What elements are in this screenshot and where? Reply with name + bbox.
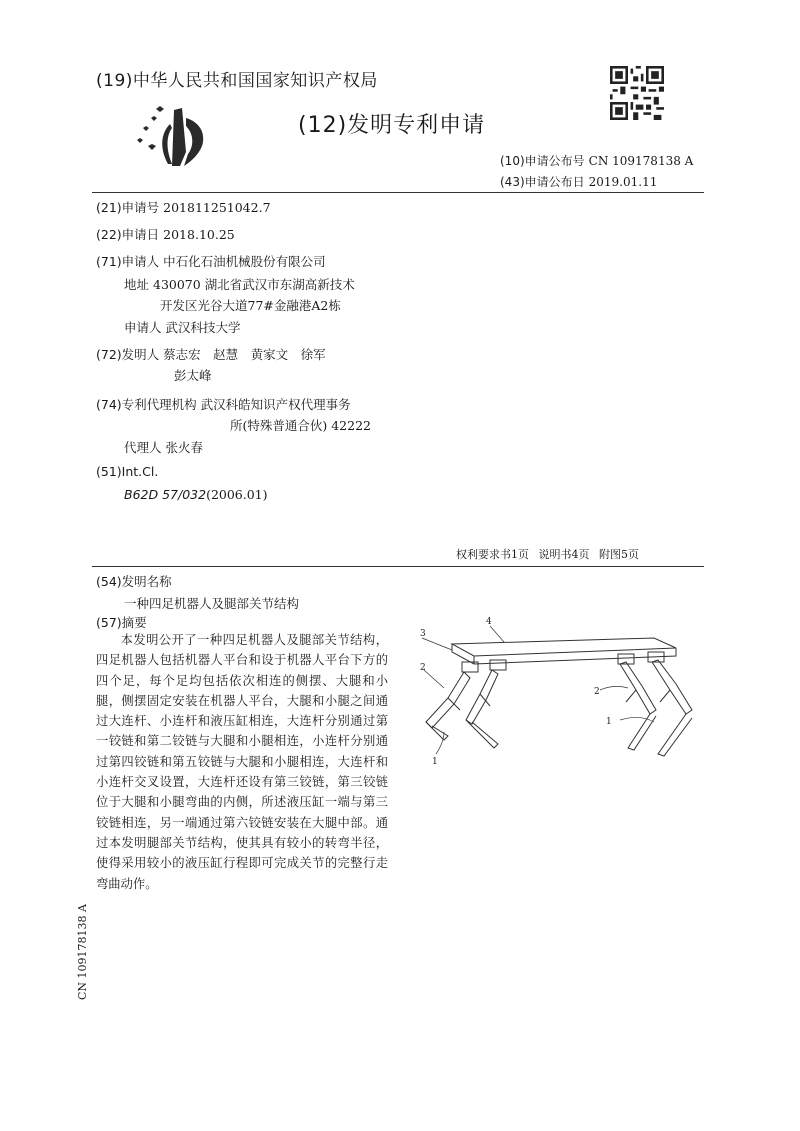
applicant: 中石化石油机械股份有限公司 bbox=[163, 254, 326, 269]
invention-title: 一种四足机器人及腿部关节结构 bbox=[124, 596, 300, 611]
inventors-line-1: 蔡志宏 赵慧 黄家文 徐军 bbox=[163, 347, 326, 362]
applicant-2: 武汉科技大学 bbox=[165, 320, 241, 335]
title-label: (54)发明名称 bbox=[96, 574, 172, 589]
publication-date-label: (43)申请公布日 bbox=[500, 175, 585, 189]
application-date-label: (22)申请日 bbox=[96, 227, 160, 242]
agent-label: 代理人 bbox=[124, 440, 162, 455]
document-type: (12)发明专利申请 bbox=[298, 113, 486, 138]
application-date: 2018.10.25 bbox=[163, 227, 235, 242]
applicant-row bbox=[96, 252, 326, 270]
agency-line-1: 武汉科皓知识产权代理事务 bbox=[200, 397, 351, 412]
publication-date-row bbox=[500, 173, 657, 190]
agency-label: (74)专利代理机构 bbox=[96, 397, 197, 412]
applicant-2-label: 申请人 bbox=[124, 320, 162, 335]
ipc-code: B62D 57/032 bbox=[124, 487, 207, 502]
application-number: 201811251042.7 bbox=[163, 200, 271, 215]
agency-row bbox=[96, 395, 351, 413]
address-line-1: 430070 湖北省武汉市东湖高新技术 bbox=[153, 277, 355, 292]
cnipa-logo-icon bbox=[130, 104, 210, 172]
figure-label: 4 bbox=[486, 617, 492, 627]
figure-label: 1 bbox=[606, 717, 612, 727]
office-name: (19)中华人民共和国国家知识产权局 bbox=[96, 71, 378, 91]
publication-date: 2019.01.11 bbox=[588, 175, 658, 189]
publication-number-row bbox=[500, 152, 693, 169]
figure-label: 1 bbox=[432, 757, 438, 767]
publication-number-label: (10)申请公布号 bbox=[500, 154, 585, 168]
ipc-row bbox=[124, 487, 268, 502]
inventors-row bbox=[96, 345, 326, 363]
agency-line-2: 所(特殊普通合伙) 42222 bbox=[230, 418, 371, 433]
applicant-label: (71)申请人 bbox=[96, 254, 160, 269]
side-publication-number bbox=[70, 900, 100, 1000]
abstract-label: (57)摘要 bbox=[96, 615, 147, 630]
inventors-line-2: 彭太峰 bbox=[174, 368, 212, 383]
qr-code-icon bbox=[610, 66, 664, 120]
ipc-label: (51)Int.Cl. bbox=[96, 464, 159, 479]
address-label: 地址 bbox=[124, 277, 150, 292]
application-number-label: (21)申请号 bbox=[96, 200, 160, 215]
robot-figure bbox=[404, 614, 708, 772]
figure-label: 2 bbox=[420, 663, 426, 673]
inventors-label: (72)发明人 bbox=[96, 347, 160, 362]
page-count-info: 权利要求书1页 说明书4页 附图5页 bbox=[456, 548, 639, 561]
publication-number: CN 109178138 A bbox=[588, 154, 694, 168]
address-line-2: 开发区光谷大道77#金融港A2栋 bbox=[160, 298, 341, 313]
ipc-date: (2006.01) bbox=[206, 487, 268, 502]
address-row bbox=[124, 275, 355, 293]
agent-row bbox=[124, 438, 203, 456]
header-divider bbox=[92, 192, 704, 193]
agent: 张火春 bbox=[165, 440, 204, 455]
application-date-row bbox=[96, 225, 235, 243]
figure-label: 3 bbox=[420, 629, 426, 639]
side-publication-number-text: CN 109178138 A bbox=[76, 904, 89, 1000]
applicant-2-row bbox=[124, 318, 241, 336]
application-number-row bbox=[96, 198, 271, 216]
abstract-text: 本发明公开了一种四足机器人及腿部关节结构，四足机器人包括机器人平台和设于机器人平台下方的四个足，每个足均包括依次相连的侧摆、大腿和小腿，侧摆固定安装在机器人平台，大腿和小腿之间通过大连杆、小连杆和液压缸相连，大连杆分别通过第一铰链和第二铰链与大腿和小腿相连，小连杆分别通过第四铰链和第五铰链与大腿和小腿相连，大连杆和小连杆交叉设置，大连杆还设有第三铰链，第三铰链位于大腿和小腿弯曲的内侧，所述液压缸一端与第三铰链相连，另一端通过第六铰链安装在大腿中部。通过本发明腿部关节结构，使其具有较小的转弯半径，使得采用较小的液压缸行程即可完成关节的完整行走弯曲动作。 bbox=[96, 633, 388, 891]
abstract-divider bbox=[92, 566, 704, 567]
figure-label: 2 bbox=[594, 687, 600, 697]
